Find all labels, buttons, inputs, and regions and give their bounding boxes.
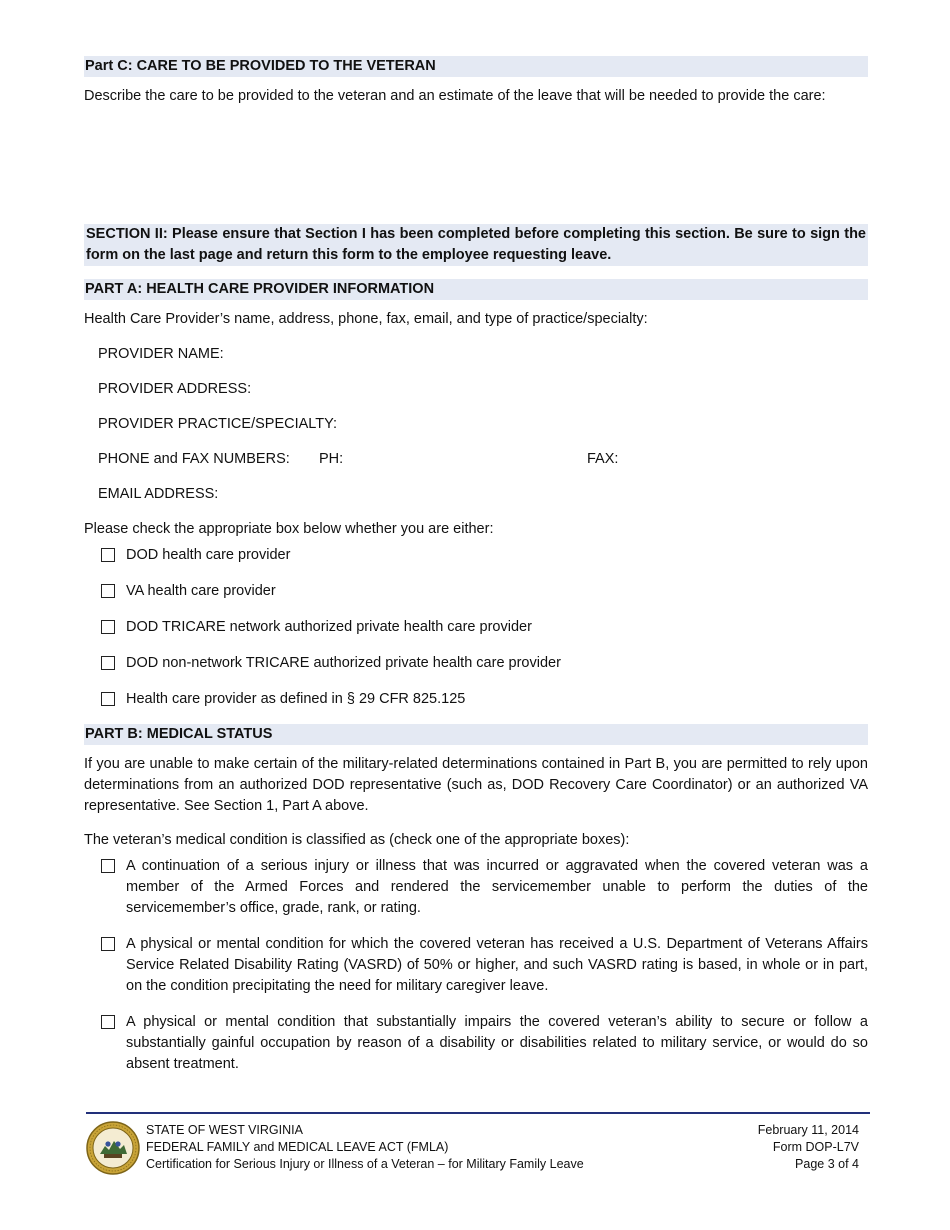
footer-org: STATE OF WEST VIRGINIA (146, 1123, 303, 1137)
email-label: EMAIL ADDRESS: (98, 486, 219, 502)
footer-page-number: Page 3 of 4 (795, 1157, 859, 1171)
part-b-heading: PART B: MEDICAL STATUS (84, 724, 868, 745)
checkbox[interactable] (101, 548, 115, 562)
part-c-prompt: Describe the care to be provided to the veteran and an estimate of the leave that will be needed to provide the care: (84, 88, 826, 104)
phone-fax-field[interactable] (98, 449, 868, 470)
footer-date: February 11, 2014 (757, 1123, 859, 1137)
section-ii-notice: SECTION II: Please ensure that Section I has been completed before completing this section. Be sure to sign the form on the last page and return this form to the employee requesting leave. (84, 224, 868, 266)
footer-divider (86, 1112, 870, 1114)
classification-option[interactable] (84, 934, 868, 997)
option-label: DOD TRICARE network authorized private health care provider (126, 619, 532, 635)
option-label: A physical or mental condition for which the covered veteran has received a U.S. Department of Veterans Affairs Service Related Disability Rating (VASRD) of 50% or higher, and such VASRD rating is based, in whole or in part, on the condition precipitating the need for military caregiver leave. (126, 936, 868, 994)
email-field[interactable] (98, 484, 868, 505)
provider-specialty-field[interactable] (98, 414, 868, 435)
provider-type-option[interactable] (84, 689, 868, 710)
provider-address-label: PROVIDER ADDRESS: (98, 381, 252, 397)
care-description-area[interactable] (84, 107, 868, 224)
ph-label: PH: (319, 451, 344, 467)
checkbox[interactable] (101, 937, 115, 951)
footer-form-title: Certification for Serious Injury or Illness of a Veteran – for Military Family Leave (146, 1157, 584, 1171)
checkbox[interactable] (101, 656, 115, 670)
provider-address-field[interactable] (98, 379, 868, 400)
part-a-intro: Health Care Provider’s name, address, phone, fax, email, and type of practice/specialty: (84, 311, 648, 327)
provider-name-field[interactable] (98, 344, 868, 365)
checkbox[interactable] (101, 1015, 115, 1029)
provider-name-label: PROVIDER NAME: (98, 346, 224, 362)
classification-option[interactable] (84, 856, 868, 919)
provider-specialty-label: PROVIDER PRACTICE/SPECIALTY: (98, 416, 338, 432)
option-label: Health care provider as defined in § 29 CFR 825.125 (126, 691, 466, 707)
provider-type-option[interactable] (84, 653, 868, 674)
provider-type-option[interactable] (84, 545, 868, 566)
provider-type-prompt: Please check the appropriate box below whether you are either: (84, 521, 494, 537)
fax-label: FAX: (587, 451, 619, 467)
option-label: DOD non-network TRICARE authorized private health care provider (126, 655, 561, 671)
provider-type-option[interactable] (84, 617, 868, 638)
classification-option[interactable] (84, 1012, 868, 1075)
checkbox[interactable] (101, 692, 115, 706)
option-label: VA health care provider (126, 583, 276, 599)
checkbox[interactable] (101, 859, 115, 873)
footer-act: FEDERAL FAMILY and MEDICAL LEAVE ACT (FMLA) (146, 1140, 449, 1154)
state-seal-icon (86, 1121, 140, 1175)
part-c-heading: Part C: CARE TO BE PROVIDED TO THE VETERAN (84, 56, 868, 77)
option-label: A physical or mental condition that substantially impairs the covered veteran’s ability to secure or follow a substantially gainful occupation by reason of a disability or disabilities related to military service, or would do so absent treatment. (126, 1014, 868, 1072)
footer-left (146, 1122, 584, 1173)
part-b-intro: If you are unable to make certain of the military-related determinations contained in Part B, you are permitted to rely upon determinations from an authorized DOD representative (such as, DOD Recovery Care Coordinator) or an authorized VA representative. See Section 1, Part A above. (84, 756, 868, 814)
checkbox[interactable] (101, 620, 115, 634)
footer-right (758, 1122, 859, 1173)
footer-form-id: Form DOP-L7V (772, 1140, 859, 1154)
part-a-heading: PART A: HEALTH CARE PROVIDER INFORMATION (84, 279, 868, 300)
option-label: DOD health care provider (126, 547, 291, 563)
classification-prompt: The veteran’s medical condition is classified as (check one of the appropriate boxes): (84, 832, 630, 848)
checkbox[interactable] (101, 584, 115, 598)
option-label: A continuation of a serious injury or illness that was incurred or aggravated when the covered veteran was a member of the Armed Forces and rendered the servicemember unable to perform the duties of the servicemember’s office, grade, rank, or rating. (126, 858, 868, 916)
phone-fax-label: PHONE and FAX NUMBERS: (98, 451, 290, 467)
provider-type-option[interactable] (84, 581, 868, 602)
form-page (84, 56, 868, 1075)
